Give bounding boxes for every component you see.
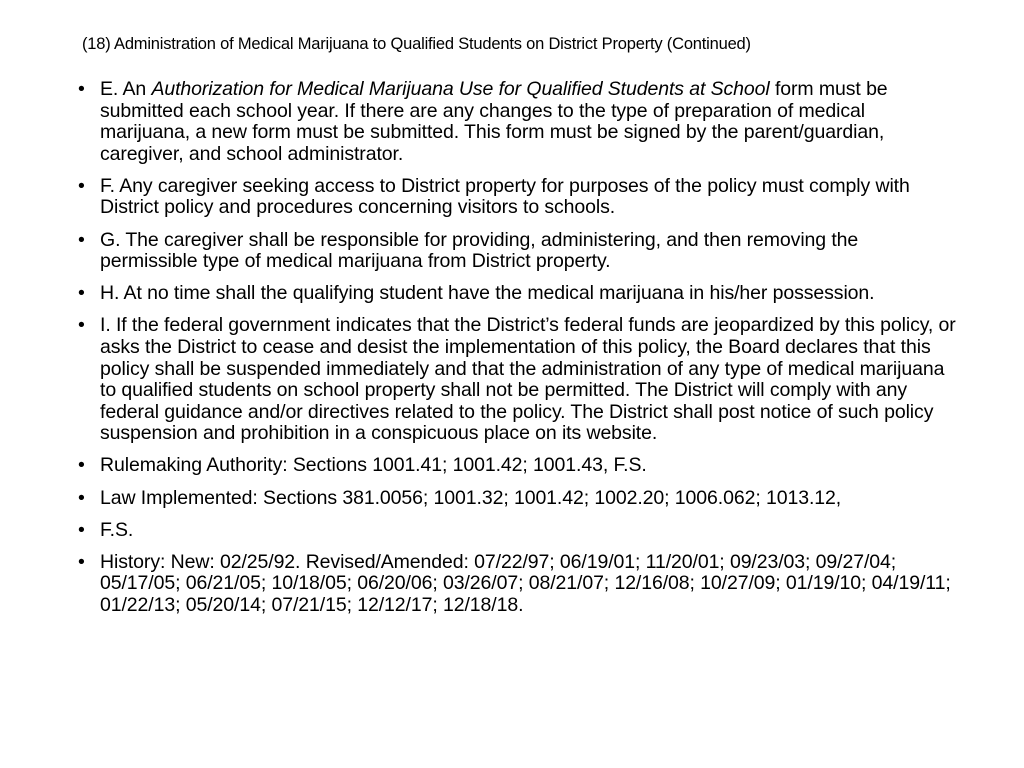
bullet-e-prefix: E. An xyxy=(100,78,152,100)
bullet-item-fs: • F.S. xyxy=(78,520,956,542)
bullet-item-law-implemented: • Law Implemented: Sections 381.0056; 1001.32; 1001.42; 1002.20; 1006.062; 1013.12, xyxy=(78,488,956,510)
bullet-list xyxy=(78,79,956,627)
bullet-item-h: • H. At no time shall the qualifying student have the medical marijuana in his/her possession. xyxy=(78,283,956,305)
bullet-item-e xyxy=(78,79,956,165)
bullet-item-rulemaking-authority: • Rulemaking Authority: Sections 1001.41; 1001.42; 1001.43, F.S. xyxy=(78,455,956,477)
bullet-item-f: • F. Any caregiver seeking access to District property for purposes of the policy must comply with District policy and procedures concerning visitors to schools. xyxy=(78,176,956,219)
bullet-item-g: • G. The caregiver shall be responsible for providing, administering, and then removing the permissible type of medical marijuana from District property. xyxy=(78,230,956,273)
slide-title: (18) Administration of Medical Marijuana to Qualified Students on District Property (Continued) xyxy=(82,35,751,53)
bullet-e-rest: form must be submitted each school year. If there are any changes to the type of preparation of medical marijuana, a new form must be submitted. This form must be signed by the parent/guardian, caregiver, and school administrator. xyxy=(100,78,888,165)
bullet-item-history: • History: New: 02/25/92. Revised/Amended: 07/22/97; 06/19/01; 11/20/01; 09/23/03; 09/27/04; 05/17/05; 06/21/05; 10/18/05; 06/20/06; 03/26/07; 08/21/07; 12/16/08; 10/27/09; 01/19/10; 04/19/11; 01/22/13; 05/20/14; 07/21/15; 12/12/17; 12/18/18. xyxy=(78,552,956,617)
bullet-e-form-name: Authorization for Medical Marijuana Use for Qualified Students at School xyxy=(151,78,770,100)
bullet-item-i: • I. If the federal government indicates that the District’s federal funds are jeopardized by this policy, or asks the District to cease and desist the implementation of this policy, the Board declares that this policy shall be suspended immediately and that the administration of any type of medical marijuana to qualified students on school property shall not be permitted. The District will comply with any federal guidance and/or directives related to the policy. The District shall post notice of such policy suspension and prohibition in a conspicuous place on its website. xyxy=(78,315,956,445)
